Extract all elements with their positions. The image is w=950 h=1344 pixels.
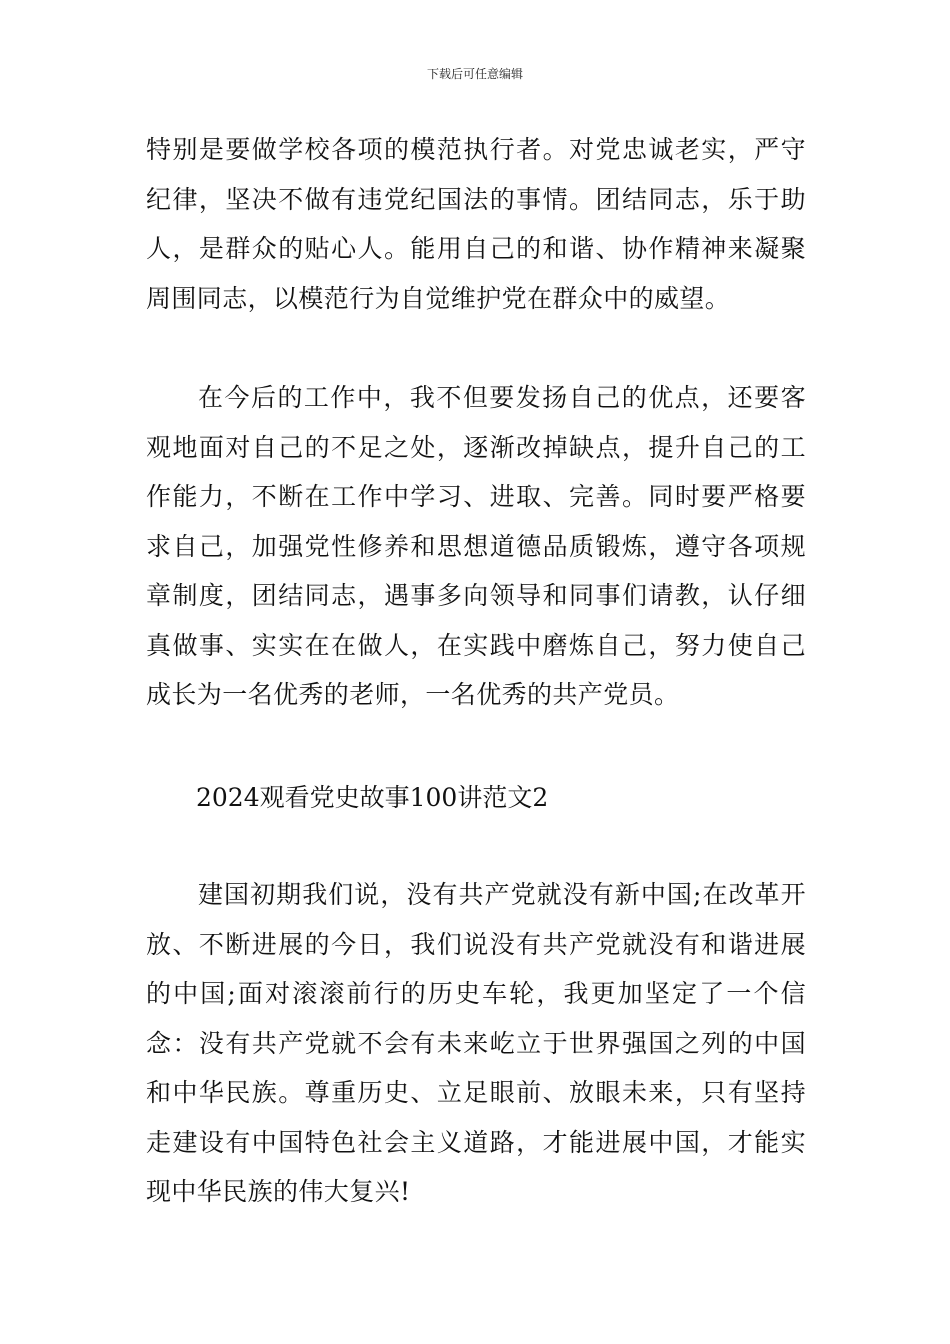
section-title: 2024观看党史故事100讲范文2 (196, 783, 549, 812)
page-header: 下载后可任意编辑 (426, 67, 523, 81)
paragraph-1: 特别是要做学校各项的模范执行者。对党忠诚老实，严守纪律，坚决不做有违党纪国法的事情。团结同志，乐于助人，是群众的贴心人。能用自己的和谐、协作精神来凝聚周围同志，以模范行为自觉维护党在群众中的威望。 (146, 135, 806, 313)
paragraph-2: 在今后的工作中，我不但要发扬自己的优点，还要客观地面对自己的不足之处，逐渐改掉缺点，提升自己的工作能力，不断在工作中学习、进取、完善。同时要严格要求自己，加强党性修养和思想道德品质锻炼，遵守各项规章制度，团结同志，遇事多向领导和同事们请教，认仔细真做事、实实在在做人，在实践中磨炼自己，努力使自己成长为一名优秀的老师，一名优秀的共产党员。 (146, 383, 806, 709)
paragraph-3: 建国初期我们说，没有共产党就没有新中国;在改革开放、不断进展的今日，我们说没有共产党就没有和谐进展的中国;面对滚滚前行的历史车轮，我更加坚定了一个信念：没有共产党就不会有未来屹立于世界强国之列的中国和中华民族。尊重历史、立足眼前、放眼未来，只有坚持走建设有中国特色社会主义道路，才能进展中国，才能实现中华民族的伟大复兴! (146, 880, 806, 1206)
